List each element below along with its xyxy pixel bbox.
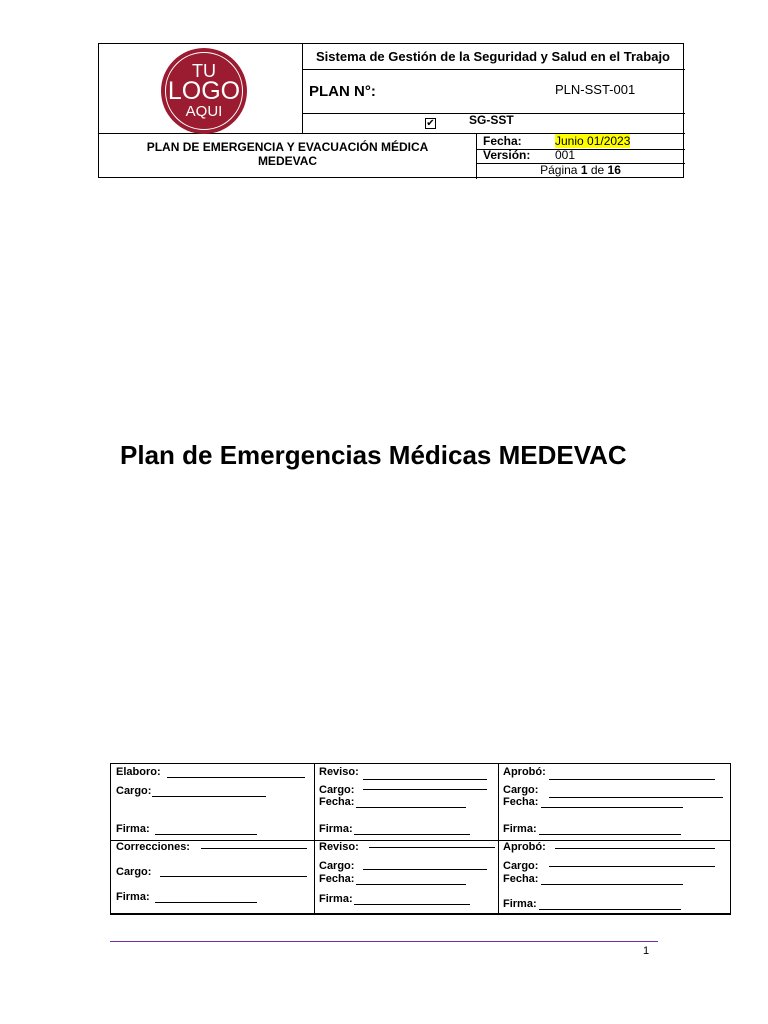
fecha-highlight: Junio 01/2023 xyxy=(555,134,631,148)
signature-line xyxy=(201,848,307,849)
signature-line xyxy=(167,777,305,778)
aprobo-label: Aprobó: xyxy=(503,766,546,778)
signature-line xyxy=(541,807,683,808)
page-title: Plan de Emergencias Médicas MEDEVAC xyxy=(120,440,627,470)
signature-line xyxy=(539,909,681,910)
signature-line xyxy=(160,876,307,877)
company-logo xyxy=(161,48,247,134)
logo-text: TU xyxy=(192,61,216,81)
signature-line xyxy=(549,866,715,867)
fecha-label: Fecha: xyxy=(319,873,355,885)
cargo-label: Cargo: xyxy=(319,784,355,796)
cargo-label: Cargo: xyxy=(503,784,539,796)
firma-label: Firma: xyxy=(503,823,537,835)
divider xyxy=(302,44,303,134)
firma-label: Firma: xyxy=(319,823,353,835)
signature-line xyxy=(363,869,487,870)
cargo-label: Cargo: xyxy=(116,866,152,878)
fecha-label: Fecha: xyxy=(483,134,522,148)
signature-line xyxy=(549,779,715,780)
checkbox-icon: ✔ xyxy=(426,118,435,129)
logo-text: LOGO xyxy=(167,77,241,105)
fecha-label: Fecha: xyxy=(503,873,539,885)
plan-code: PLN-SST-001 xyxy=(555,82,636,97)
signature-line xyxy=(152,796,266,797)
document-title xyxy=(99,140,476,168)
signature-line xyxy=(356,884,466,885)
signature-line xyxy=(356,807,466,808)
system-title: Sistema de Gestión de la Seguridad y Salud en el Trabajo xyxy=(316,49,670,64)
page-indicator: Página 1 de 16 xyxy=(540,163,621,177)
reviso-label: Reviso: xyxy=(319,841,359,853)
firma-label: Firma: xyxy=(503,898,537,910)
signature-line xyxy=(155,902,257,903)
cargo-label: Cargo: xyxy=(503,860,539,872)
reviso-label: Reviso: xyxy=(319,766,359,778)
signature-line xyxy=(539,834,681,835)
version-value: 001 xyxy=(555,148,576,162)
signature-line xyxy=(363,789,487,790)
signature-line xyxy=(541,884,683,885)
signature-line xyxy=(363,779,487,780)
document-title-line: PLAN DE EMERGENCIA Y EVACUACIÓN MÉDICA xyxy=(146,140,429,154)
footer-page-number: 1 xyxy=(643,945,650,957)
footer-rule xyxy=(110,941,658,942)
document-title-line: MEDEVAC xyxy=(257,154,318,168)
fecha-label: Fecha: xyxy=(503,796,539,808)
version-label: Versión: xyxy=(483,148,531,162)
signature-line xyxy=(549,797,723,798)
signature-line xyxy=(155,834,257,835)
correcciones-label: Correcciones: xyxy=(116,841,190,853)
firma-label: Firma: xyxy=(319,893,353,905)
signature-line xyxy=(369,847,495,848)
sgsst-label: SG-SST xyxy=(469,113,514,127)
firma-label: Firma: xyxy=(116,891,150,903)
fecha-value xyxy=(555,134,630,148)
logo-text: AQUI xyxy=(185,103,223,120)
signature-line xyxy=(354,904,470,905)
elaboro-label: Elaboro: xyxy=(116,766,161,778)
firma-label: Firma: xyxy=(116,823,150,835)
plan-label: PLAN N°: xyxy=(309,83,376,100)
signature-line xyxy=(555,848,715,849)
header-table xyxy=(98,43,684,178)
cargo-label: Cargo: xyxy=(116,785,152,797)
signature-line xyxy=(354,834,470,835)
fecha-label: Fecha: xyxy=(319,796,355,808)
approvals-table xyxy=(110,763,731,915)
aprobo-label: Aprobó: xyxy=(503,841,546,853)
cargo-label: Cargo: xyxy=(319,860,355,872)
divider xyxy=(302,69,685,70)
